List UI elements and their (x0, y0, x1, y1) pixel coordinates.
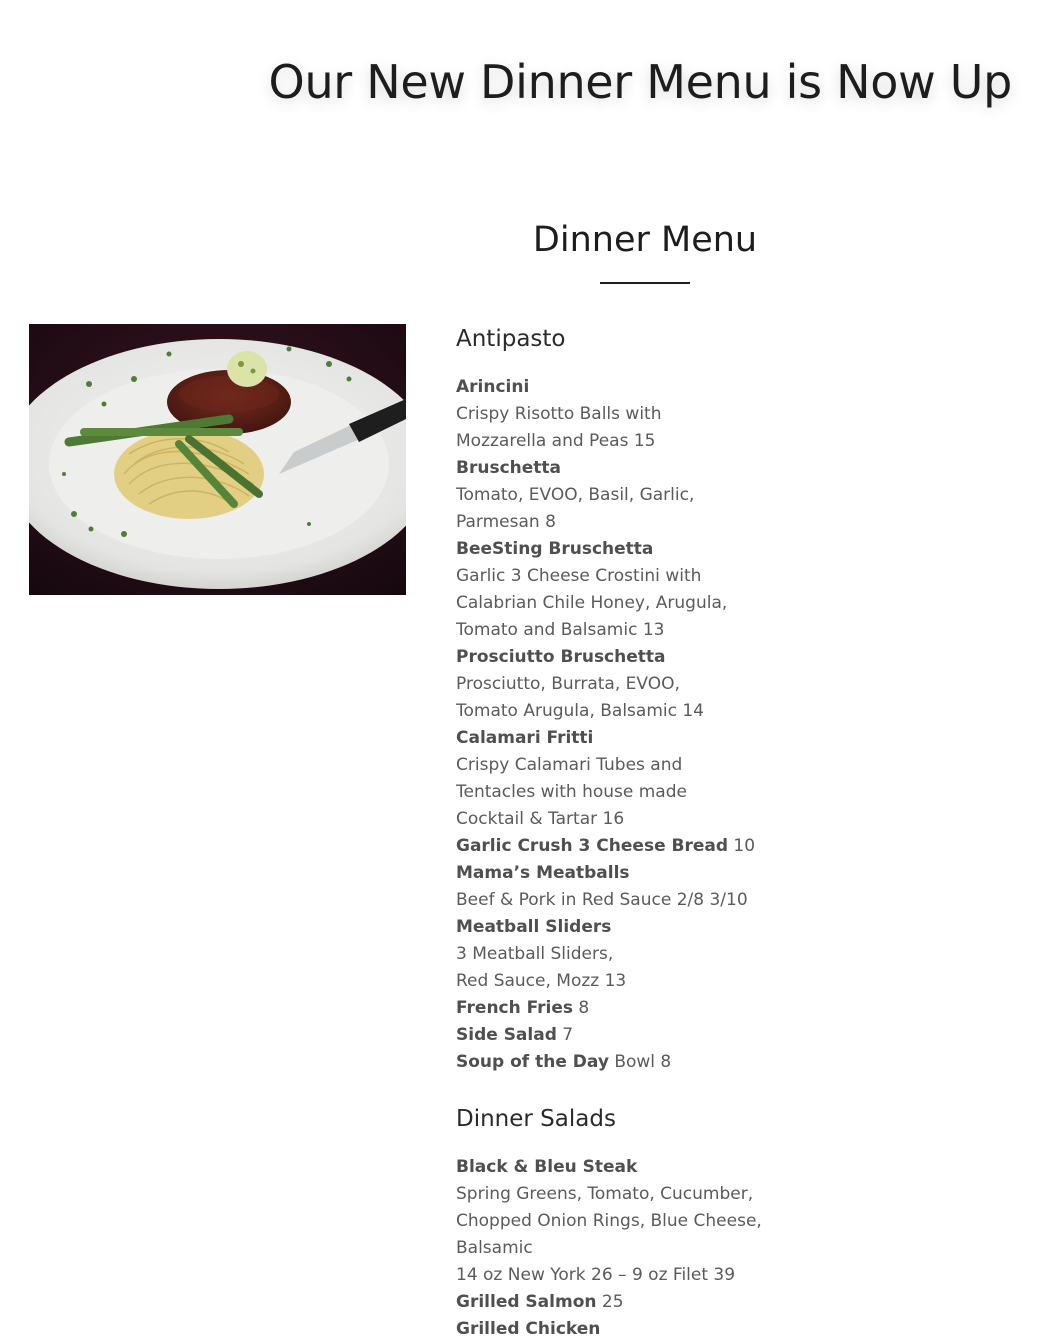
section-heading-dinner-salads: Dinner Salads (456, 1106, 616, 1132)
menu-line: Grilled Chicken (456, 1319, 601, 1339)
menu-line: Mama’s Meatballs (456, 863, 630, 883)
menu-line: Soup of the Day Bowl 8 (456, 1052, 672, 1072)
menu-line: BeeSting Bruschetta (456, 539, 654, 559)
menu-line: Cocktail & Tartar 16 (456, 809, 625, 829)
section-heading-antipasto: Antipasto (456, 326, 566, 352)
menu-line: Garlic Crush 3 Cheese Bread 10 (456, 836, 756, 856)
menu-line: Calabrian Chile Honey, Arugula, (456, 593, 728, 613)
menu-line: Bruschetta (456, 458, 561, 478)
menu-line: Mozzarella and Peas 15 (456, 431, 656, 451)
menu-line: Meatball Sliders (456, 917, 612, 937)
menu-line: Parmesan 8 (456, 512, 556, 532)
menu-line: Garlic 3 Cheese Crostini with (456, 566, 702, 586)
menu-line: 3 Meatball Sliders, (456, 944, 614, 964)
menu-line: Crispy Calamari Tubes and (456, 755, 683, 775)
menu-line: Prosciutto Bruschetta (456, 647, 666, 667)
menu-line: Tomato and Balsamic 13 (456, 620, 665, 640)
menu-line: Prosciutto, Burrata, EVOO, (456, 674, 680, 694)
menu-line: Beef & Pork in Red Sauce 2/8 3/10 (456, 890, 748, 910)
menu-line: 14 oz New York 26 – 9 oz Filet 39 (456, 1265, 736, 1285)
menu-line: Red Sauce, Mozz 13 (456, 971, 627, 991)
menu-title-divider (600, 282, 690, 284)
menu-line: Chopped Onion Rings, Blue Cheese, (456, 1211, 762, 1231)
menu-title: Dinner Menu (532, 220, 758, 260)
page-heading: Our New Dinner Menu is Now Up (268, 55, 1012, 109)
menu-line: Calamari Fritti (456, 728, 594, 748)
menu-line: Tomato Arugula, Balsamic 14 (456, 701, 704, 721)
menu-line: Grilled Salmon 25 (456, 1292, 624, 1312)
menu-line: Black & Bleu Steak (456, 1157, 638, 1177)
menu-line: Tentacles with house made (456, 782, 687, 802)
menu-line: Crispy Risotto Balls with (456, 404, 662, 424)
dish-photo (29, 324, 406, 595)
menu-line: Arincini (456, 377, 530, 397)
menu-line: Tomato, EVOO, Basil, Garlic, (456, 485, 695, 505)
menu-line: Spring Greens, Tomato, Cucumber, (456, 1184, 754, 1204)
menu-column (456, 322, 796, 1341)
menu-line: Balsamic (456, 1238, 533, 1258)
menu-line: French Fries 8 (456, 998, 590, 1018)
menu-line: Side Salad 7 (456, 1025, 574, 1045)
